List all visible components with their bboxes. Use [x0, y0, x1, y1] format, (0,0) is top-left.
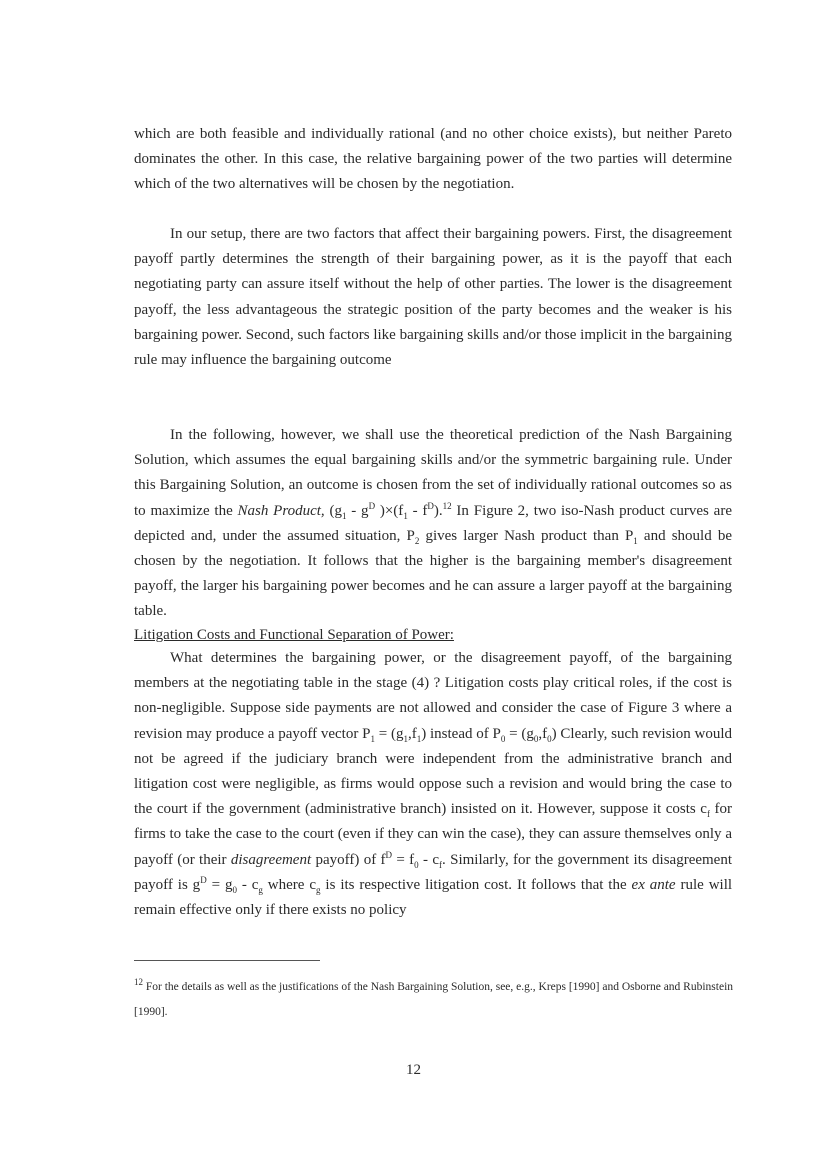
paragraph-4-text: for firms to take the case to the court (even if they can win the case), they can assure themselves only a payoff (or their — [134, 801, 732, 868]
page-number: 12 — [406, 1062, 421, 1078]
subscript: 1 — [370, 733, 375, 744]
paragraph-4-text: = g — [206, 876, 233, 893]
footnote-divider — [134, 960, 320, 961]
subscript: g — [258, 884, 263, 895]
paragraph-3-text-d: and should be chosen by the negotiation. It follows that the higher is the bargaining member's disagreement payoff, the larger his bargaining power becomes and he can assure a larger payoff at the bargaining table. — [134, 527, 732, 620]
subscript: 1 — [403, 510, 408, 521]
subscript: f — [706, 809, 710, 820]
paragraph-4-text: rule will remain effective only if there exists no policy — [134, 876, 733, 919]
formula-part: )×(f — [375, 502, 404, 519]
subscript: 0 — [232, 884, 237, 895]
paragraph-4-text: = (g — [374, 725, 404, 742]
footnote-reference[interactable]: 12 — [442, 500, 452, 511]
subscript: 1 — [416, 733, 422, 744]
paragraph-3-text-b: In Figure 2, two iso-Nash product curves are depicted and, under the assumed situation, P — [134, 502, 732, 544]
formula-part: - f — [407, 502, 428, 519]
paragraph-4-text: What determines the bargaining power, or the disagreement payoff, of the bargaining members at the negotiating table in the stage (4) ? Litigation costs play critical roles, if the cost is non-negligible. Suppose side payments are not allowed and consider the case of Figure 3 where a revision may produce a payoff vector P — [134, 650, 732, 742]
paragraph-4-text: payoff) of f — [311, 851, 386, 868]
nash-product-term: Nash Product, — [237, 502, 325, 519]
subscript: 1 — [403, 733, 408, 744]
paragraph-4-text: ) instead of P — [421, 725, 501, 742]
footnote-marker: 12 — [134, 977, 143, 988]
paragraph-1-text: which are both feasible and individually rational (and no other choice exists), but neither Pareto dominates the other. In this case, the relative bargaining power of the two parties will determine which of the two alternatives will be chosen by the negotiation. — [134, 126, 732, 193]
subscript: 0 — [500, 733, 506, 744]
superscript: D — [368, 500, 376, 511]
paragraph-3-text-a: In the following, however, we shall use the theoretical prediction of the Nash Bargaining Solution, which assumes the equal bargaining skills and/or the symmetric bargaining rule. Under this Bargaining Solution, an outcome is chosen from the set of individually rational outcomes so as to maximize the — [134, 427, 732, 519]
paragraph-4 — [134, 646, 732, 923]
paragraph-4-text: . Similarly, for the government its disagreement payoff is g — [134, 851, 733, 893]
paragraph-4-text: ,f — [407, 725, 417, 742]
subscript: 1 — [633, 535, 638, 546]
formula-part: ). — [433, 502, 443, 519]
emphasis-disagreement: disagreement — [230, 851, 312, 868]
formula-part: (g — [324, 502, 342, 519]
footnote-text: For the details as well as the justifications of the Nash Bargaining Solution, see, e.g., Kreps [1990] and Osborne and Rubinstein [1990]. — [134, 981, 734, 1018]
paragraph-4-text: = f — [392, 851, 415, 868]
footnote — [134, 975, 734, 1025]
subscript: 2 — [414, 535, 420, 546]
paragraph-4-text: where c — [262, 876, 317, 893]
section-heading: Litigation Costs and Functional Separation of Power: — [134, 627, 454, 643]
formula-part: - g — [346, 502, 369, 519]
subscript: 0 — [414, 859, 419, 870]
paragraph-4-text: ) Clearly, such revision would not be agreed if the judiciary branch were independent from the administrative branch and litigation cost were negligible, as firms would oppose such a revision and would bring the case to the court if the government (administrative branch) insisted on it. However, suppose it costs c — [134, 725, 732, 818]
subscript: 0 — [533, 733, 539, 744]
emphasis-ex-ante: ex ante — [631, 876, 676, 893]
paragraph-4-text: ,f — [538, 725, 548, 742]
subscript: 1 — [341, 510, 347, 521]
paragraph-3 — [134, 423, 732, 625]
subscript: 0 — [547, 733, 552, 744]
paragraph-1 — [134, 122, 732, 198]
paragraph-4-text: - c — [236, 876, 259, 893]
subscript: g — [316, 884, 321, 895]
superscript: D — [200, 874, 207, 885]
paragraph-4-text: - c — [418, 851, 440, 868]
paragraph-4-text: is its respective litigation cost. It follows that the — [320, 876, 632, 893]
paragraph-2-text: In our setup, there are two factors that affect their bargaining powers. First, the disagreement payoff partly determines the strength of their bargaining power, as it is the payoff that each negotiating party can assure itself without the help of other parties. The lower is the disagreement payoff, the less advantageous the strategic position of the party becomes and the weaker is his bargaining power. Second, such factors like bargaining skills and/or those implicit in the bargaining rule may influence the bargaining outcome — [134, 226, 732, 369]
paragraph-2 — [134, 222, 732, 373]
paragraph-4-text: = (g — [505, 725, 534, 742]
superscript: D — [385, 849, 393, 860]
subscript: f — [439, 859, 443, 870]
paragraph-3-text-c: gives larger Nash product than P — [419, 527, 634, 544]
superscript: D — [427, 500, 434, 511]
